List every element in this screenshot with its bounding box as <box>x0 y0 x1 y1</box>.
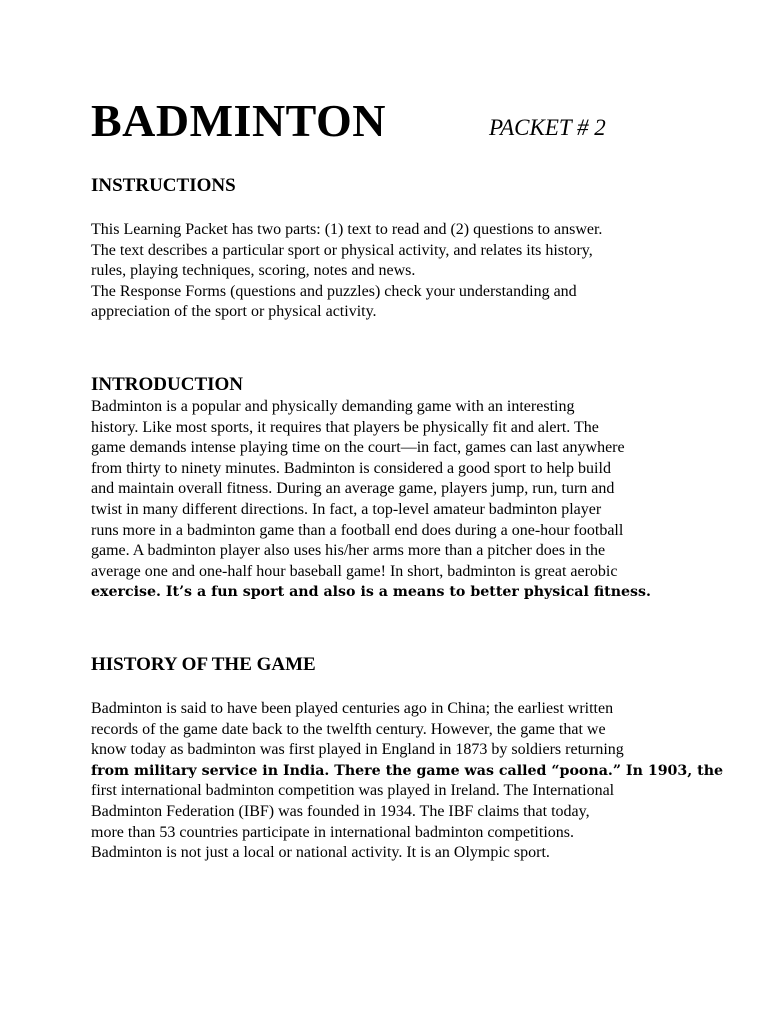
text-line: from military service in India. There the game was called “poona.” In 1903, the <box>91 762 724 779</box>
history-paragraph <box>91 699 724 864</box>
text-line: The Response Forms (questions and puzzles) check your understanding and <box>91 282 577 300</box>
text-line: exercise. It’s a fun sport and also is a means to better physical fitness. <box>91 584 651 601</box>
introduction-heading: INTRODUCTION <box>91 374 244 395</box>
text-line: and maintain overall fitness. During an average game, players jump, run, turn and <box>91 480 615 498</box>
text-line: appreciation of the sport or physical activity. <box>91 303 377 321</box>
text-line: The text describes a particular sport or physical activity, and relates its history, <box>91 241 593 259</box>
text-line: Badminton is said to have been played centuries ago in China; the earliest written <box>91 700 614 717</box>
text-line: from thirty to ninety minutes. Badminton is considered a good sport to help build <box>91 459 611 477</box>
text-line: twist in many different directions. In fact, a top-level amateur badminton player <box>91 500 602 518</box>
document-title: BADMINTON <box>91 95 387 146</box>
text-line: game. A badminton player also uses his/her arms more than a pitcher does in the <box>91 542 606 560</box>
text-line: records of the game date back to the twelfth century. However, the game that we <box>91 720 606 738</box>
text-line: average one and one-half hour baseball game! In short, badminton is great aerobic <box>91 562 618 580</box>
text-line: This Learning Packet has two parts: (1) text to read and (2) questions to answer. <box>91 221 603 238</box>
text-line: game demands intense playing time on the court—in fact, games can last anywhere <box>91 439 625 457</box>
packet-number: PACKET # 2 <box>489 115 606 140</box>
text-line: Badminton is a popular and physically demanding game with an interesting <box>91 398 575 415</box>
text-line: Badminton Federation (IBF) was founded in 1934. The IBF claims that today, <box>91 802 590 820</box>
text-line: history. Like most sports, it requires that players be physically fit and alert. The <box>91 418 599 436</box>
history-heading: HISTORY OF THE GAME <box>91 654 316 675</box>
text-line: Badminton is not just a local or national activity. It is an Olympic sport. <box>91 844 550 862</box>
text-line: runs more in a badminton game than a football end does during a one-hour football <box>91 521 624 539</box>
instructions-heading: INSTRUCTIONS <box>91 175 236 196</box>
text-line: rules, playing techniques, scoring, notes and news. <box>91 262 416 280</box>
introduction-paragraph <box>91 397 691 603</box>
text-line: know today as badminton was first played in England in 1873 by soldiers returning <box>91 741 624 759</box>
instructions-paragraph <box>91 220 691 323</box>
text-line: first international badminton competition was played in Ireland. The International <box>91 782 615 800</box>
text-line: more than 53 countries participate in international badminton competitions. <box>91 823 574 841</box>
